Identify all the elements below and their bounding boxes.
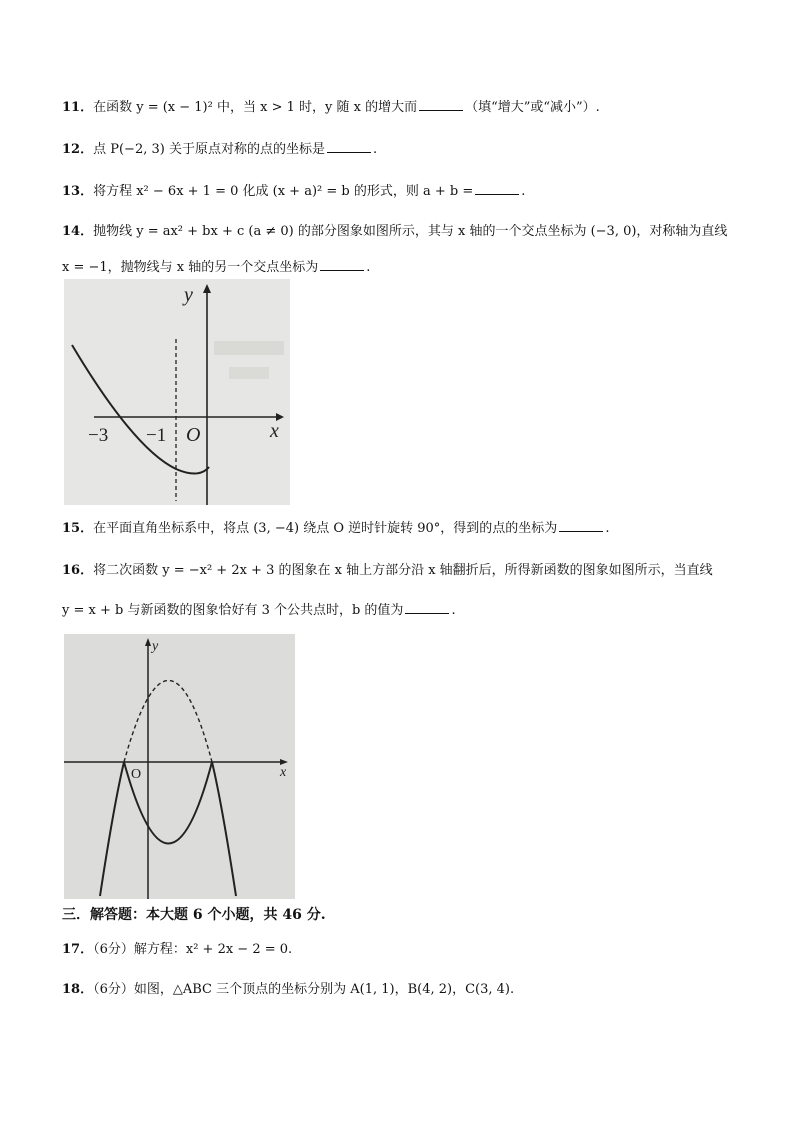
question-text: 在函数 y = (x − 1)² 中，当 x > 1 时，y 随 x 的增大而 bbox=[93, 100, 418, 115]
question-text-after: . bbox=[521, 184, 526, 199]
answer-blank[interactable] bbox=[405, 600, 449, 614]
section-3-heading: 三．解答题：本大题 6 个小题，共 46 分. bbox=[62, 907, 326, 923]
parabola-curve bbox=[72, 345, 209, 474]
bleed-through-mark bbox=[214, 341, 284, 355]
question-16 bbox=[62, 561, 754, 581]
question-number: 12． bbox=[62, 142, 94, 157]
question-text: （6分）如图，△ABC 三个顶点的坐标分别为 A(1, 1)，B(4, 2)，C(3, 4). bbox=[93, 982, 515, 997]
question-text-after: . bbox=[372, 142, 378, 157]
answer-blank[interactable] bbox=[475, 181, 519, 195]
y-axis-arrow bbox=[145, 638, 151, 646]
question-text-after: . bbox=[366, 260, 371, 275]
question-14 bbox=[62, 222, 754, 242]
origin-label: O bbox=[131, 767, 142, 782]
question-14-line2 bbox=[62, 257, 754, 278]
question-number: 18． bbox=[62, 982, 94, 997]
question-number: 16． bbox=[62, 563, 94, 578]
y-axis-label: y bbox=[184, 284, 193, 306]
question-12 bbox=[62, 139, 754, 160]
folded-parabola-figure-q16 bbox=[64, 634, 295, 899]
left-branch bbox=[100, 762, 124, 896]
origin-label: O bbox=[186, 424, 201, 446]
answer-blank[interactable] bbox=[327, 139, 371, 153]
question-number: 11． bbox=[62, 100, 94, 115]
tick-neg3: −3 bbox=[88, 425, 109, 446]
question-text: 点 P(−2, 3) 关于原点对称的点的坐标是 bbox=[93, 142, 325, 157]
question-text: 将二次函数 y = −x² + 2x + 3 的图象在 x 轴上方部分沿 x 轴翻折后，所得新函数的图象如图所示，当直线 bbox=[93, 563, 713, 578]
question-text: 抛物线 y = ax² + bx + c (a ≠ 0) 的部分图象如图所示，其与 x 轴的一个交点坐标为 (−3, 0)，对称轴为直线 bbox=[93, 224, 728, 239]
question-16-line2 bbox=[62, 600, 754, 621]
question-text: 在平面直角坐标系中，将点 (3, −4) 绕点 O 逆时针旋转 90°，得到的点的坐标为 bbox=[93, 521, 558, 536]
answer-blank[interactable] bbox=[559, 518, 603, 532]
question-number: 14． bbox=[62, 224, 94, 239]
question-text: x = −1，抛物线与 x 轴的另一个交点坐标为 bbox=[62, 260, 319, 275]
answer-blank[interactable] bbox=[320, 257, 364, 271]
y-axis-arrow bbox=[203, 284, 211, 293]
question-text: （6分）解方程：x² + 2x − 2 = 0. bbox=[93, 942, 293, 957]
question-number: 13． bbox=[62, 184, 94, 199]
y-axis-label: y bbox=[152, 639, 159, 654]
tick-neg1: −1 bbox=[146, 425, 167, 446]
right-branch bbox=[212, 762, 236, 896]
question-18 bbox=[62, 980, 754, 1000]
folded-parabola-graph bbox=[64, 634, 295, 899]
bleed-through-mark bbox=[229, 367, 269, 379]
question-17 bbox=[62, 940, 754, 960]
question-text-after: . bbox=[605, 521, 610, 536]
question-number: 15． bbox=[62, 521, 94, 536]
question-13 bbox=[62, 181, 754, 202]
original-parabola-dashed bbox=[124, 681, 212, 763]
x-axis-label: x bbox=[270, 420, 279, 442]
question-text-after: . bbox=[451, 603, 456, 618]
x-axis-label: x bbox=[280, 765, 287, 780]
answer-blank[interactable] bbox=[419, 97, 463, 111]
question-15 bbox=[62, 518, 754, 539]
question-number: 17． bbox=[62, 942, 94, 957]
parabola-figure-q14 bbox=[64, 279, 290, 505]
question-text-after: （填“增大”或“减小”）. bbox=[465, 100, 600, 115]
question-text: y = x + b 与新函数的图象恰好有 3 个公共点时，b 的值为 bbox=[62, 603, 404, 618]
question-11 bbox=[62, 97, 754, 118]
question-text: 将方程 x² − 6x + 1 = 0 化成 (x + a)² = b 的形式，则 a + b = bbox=[93, 184, 474, 199]
parabola-graph bbox=[64, 279, 290, 505]
